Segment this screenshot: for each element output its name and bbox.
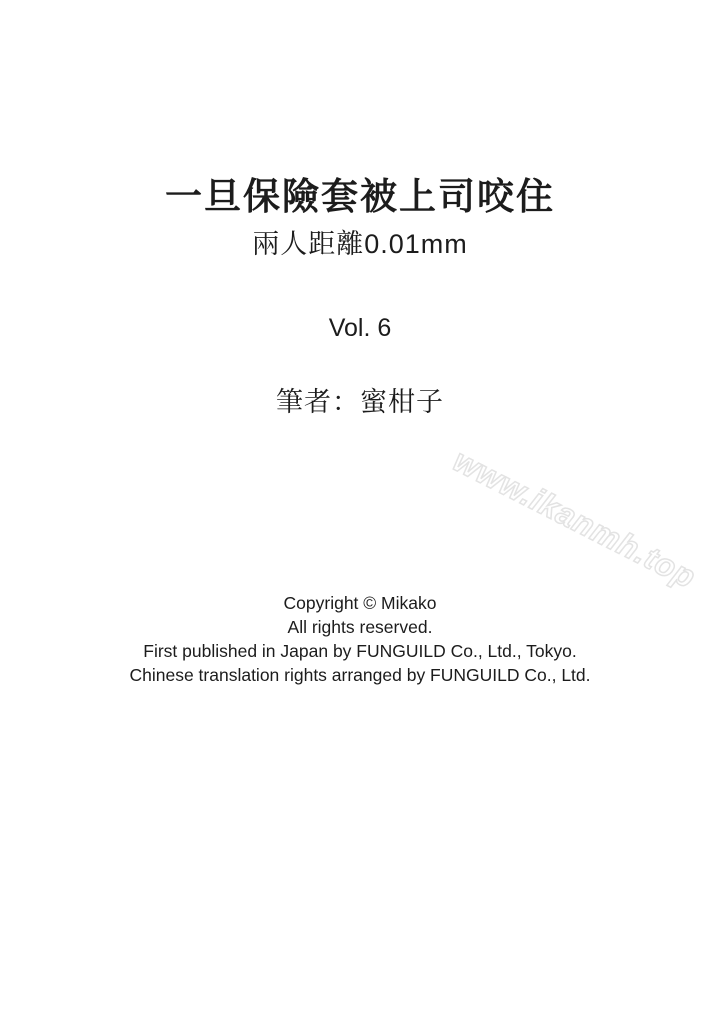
- copyright-line: First published in Japan by FUNGUILD Co., Ltd., Tokyo.: [143, 641, 577, 661]
- volume-label: Vol. 6: [328, 314, 392, 342]
- site-watermark: www.ikanmh.top: [447, 442, 702, 596]
- author-label: 筆者：蜜柑子: [276, 387, 444, 417]
- page-title: 一旦保險套被上司咬住: [165, 176, 555, 217]
- copyright-line: Copyright © Mikako: [283, 593, 437, 613]
- page-subtitle: 兩人距離0.01mm: [252, 229, 468, 259]
- copyright-line: Chinese translation rights arranged by FUNGUILD Co., Ltd.: [129, 665, 591, 685]
- copyright-block: [0, 591, 720, 687]
- copyright-line: All rights reserved.: [287, 617, 433, 637]
